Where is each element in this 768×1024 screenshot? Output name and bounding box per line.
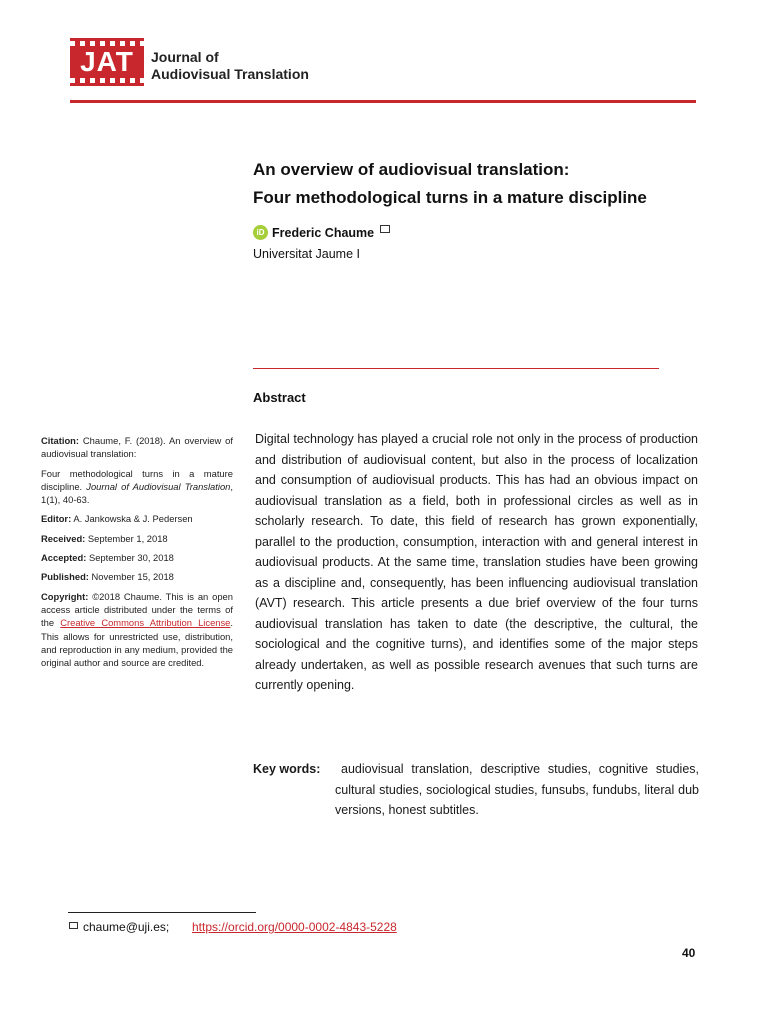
- article-title: [253, 156, 647, 212]
- editor-label: Editor:: [41, 513, 72, 525]
- author-name: Frederic Chaume: [272, 226, 375, 240]
- envelope-icon: [69, 922, 78, 929]
- copyright-text: ©2018 Chaume. This is an open access article distributed under the terms of the: [41, 590, 233, 629]
- title-line-1: An overview of audiovisual translation:: [253, 160, 570, 179]
- article-info-sidebar: [41, 434, 233, 675]
- citation-issue: (1), 40-63.: [46, 494, 90, 506]
- journal-name: [151, 49, 309, 83]
- author-affiliation: Universitat Jaume I: [253, 247, 360, 261]
- film-strip-bottom: [70, 78, 144, 83]
- editor-value: A. Jankowska & J. Pedersen: [73, 513, 193, 525]
- copyright: [41, 590, 233, 670]
- page-number: 40: [682, 946, 696, 960]
- license-link[interactable]: Creative Commons Attribution License: [60, 617, 231, 629]
- citation-continued: [41, 467, 233, 507]
- citation-text-2: Four methodological turns in a mature discipline.: [41, 467, 233, 492]
- editor: [41, 512, 233, 525]
- journal-logo: [70, 38, 144, 86]
- citation-label: Citation:: [41, 435, 80, 446]
- abstract-heading: Abstract: [253, 390, 306, 405]
- journal-name-line1: Journal of: [151, 49, 219, 65]
- abstract-body: Digital technology has played a crucial role not only in the process of production and distribution of audiovisual content, but also in the process of localization and consumption of audiovisual products. This has had an obvious impact on audiovisual translation as a field, both in professional circles as well as in scholarly research. To date, this field of research has grown exponentially, parallel to the production, consumption, interaction with and general interest in audiovisual products. At the same time, translation studies have been growing as a discipline and, consequently, has been influencing audiovisual translation (AVT) research. This article presents a due brief overview of the four turns audiovisual translation has taken to date (the descriptive, the cultural, the sociological and the cognitive turns), and identifies some of the major steps already undertaken, as well as possible research avenues that such turns are currently opening.: [255, 432, 698, 692]
- published-label: Published:: [41, 571, 89, 583]
- accepted-label: Accepted:: [41, 552, 87, 564]
- citation-journal: Journal of Audiovisual Translation: [86, 480, 231, 492]
- copyright-text-2: . This allows for unrestricted use, distribution, and reproduction in any medium, provided the original author and source are credited.: [41, 617, 234, 669]
- citation-text: Chaume, F. (2018). An overview of audiovisual translation:: [41, 435, 233, 460]
- accepted-value: September 30, 2018: [88, 552, 174, 564]
- title-line-2: Four methodological turns in a mature discipline: [253, 188, 647, 207]
- citation: [41, 434, 233, 461]
- journal-name-line2: Audiovisual Translation: [151, 66, 309, 82]
- header-divider: [70, 100, 696, 103]
- footnote-divider: [68, 912, 256, 913]
- received: [41, 532, 233, 545]
- orcid-icon[interactable]: iD: [253, 225, 268, 240]
- logo-text: JAT: [80, 46, 134, 77]
- author-email[interactable]: chaume@uji.es;: [83, 920, 170, 934]
- orcid-link[interactable]: https://orcid.org/0000-0002-4843-5228: [192, 920, 397, 934]
- published-value: November 15, 2018: [91, 571, 174, 583]
- received-value: September 1, 2018: [87, 532, 168, 544]
- keywords-list: audiovisual translation, descriptive studies, cognitive studies, cultural studies, sociological studies, funsubs, fundubs, literal dub versions, honest subtitles.: [335, 762, 699, 817]
- abstract-divider: [253, 368, 659, 369]
- accepted: [41, 551, 233, 564]
- citation-volume: , 1: [41, 480, 233, 506]
- received-label: Received:: [41, 532, 86, 544]
- copyright-label: Copyright:: [41, 590, 89, 602]
- envelope-icon: [380, 225, 390, 233]
- published: [41, 570, 233, 583]
- keywords-label: Key words:: [253, 762, 321, 776]
